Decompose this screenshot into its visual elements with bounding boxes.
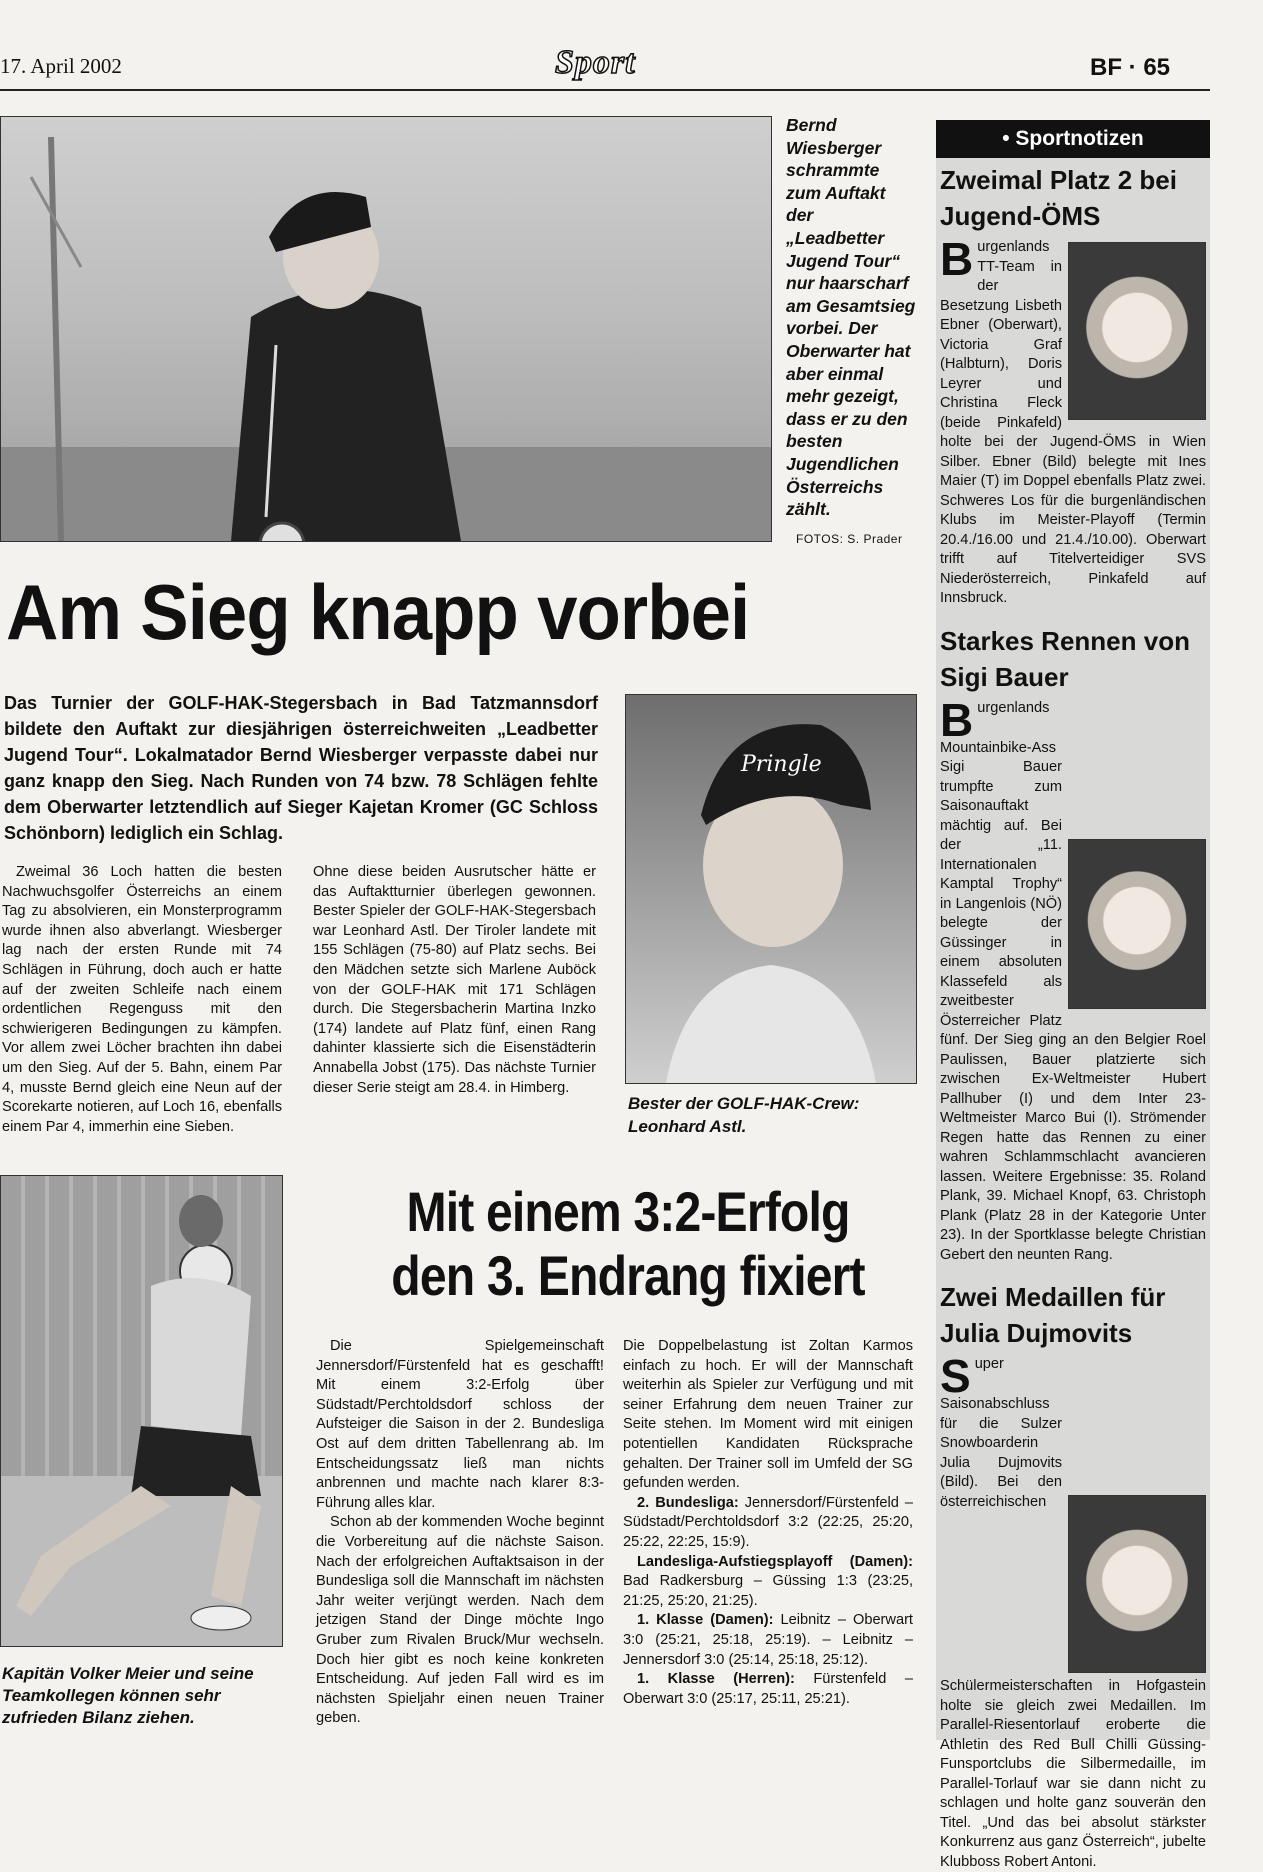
volley-result-4 — [623, 1670, 913, 1709]
notice-3-body — [940, 1350, 1206, 1872]
section-title: Sport — [555, 44, 636, 81]
sidebar-banner: • Sportnotizen — [936, 120, 1210, 158]
golfer-photo — [0, 116, 772, 542]
volleyball-photo-caption: Kapitän Volker Meier und seine Teamkollegen können sehr zufrieden Bilanz ziehen. — [2, 1664, 254, 1727]
notice-1-text: urgenlands TT-Team in der Besetzung Lisbeth Ebner (Oberwart), Victoria Graf (Halbturn), Doris Leyrer und Christina Fleck (beide Pinkafeld) holte bei der Jugend-ÖMS in Wien Silber. Ebner (Bild) belegte mit Ines Maier (T) im Doppel ebenfalls Platz zwei. Schweres Los für die burgenländischen Klubs im Meister-Playoff (Termin 20.4./16.00 und 21.4./10.00). Oberwart trifft auf Titelverteidiger SVS Niederösterreich, Pinkafeld auf Innsbruck. — [940, 239, 1206, 606]
cap-logo: Pringle — [741, 752, 822, 777]
notice-3-text: uper Saisonabschluss für die Sulzer Snowboarderin Julia Dujmovits (Bild). Bei den österreichischen Schülermeisterschaften in Hofgastein holte sie gleich zwei Medaillen. Im Parallel-Riesentorlauf eroberte die Athletin des Red Bull Chilli Güssing-Funsportclubs die Silbermedaille, im Parallel-Torlauf war sie dann nicht zu schlagen und holte ganz souverän den Titel. „Und das bei absolut stärkster Konkurrenz aus ganz Österreich“, jubelte Klubboss Robert Antoni. — [940, 1356, 1206, 1870]
golf-headline: Am Sieg knapp vorbei — [6, 568, 750, 656]
result-3-label: 1. Klasse (Damen): — [637, 1612, 774, 1629]
notice-3-dropcap: S — [940, 1350, 971, 1402]
notice-2-dropcap: B — [940, 693, 974, 746]
golfer-photo-caption: Bernd Wiesberger schrammte zum Auftakt der „Leadbetter Jugend Tour“ nur haarscharf am Gesamtsieg vorbei. Der Oberwarter hat aber einmal mehr gezeigt, dass er zu den besten Jugendlichen Österreichs zählt. — [786, 115, 916, 520]
volley-body-col2 — [623, 1337, 913, 1709]
result-3-text: Leibnitz – Oberwart 3:0 (25:21, 25:18, 25:19). – Leibnitz – Jennersdorf 3:0 (25:14, 25:18, 25:12). — [623, 1612, 913, 1668]
golf-body-col2 — [313, 863, 596, 1098]
sportnotizen-sidebar — [936, 120, 1210, 1870]
notice-2-text: urgenlands Mountainbike-Ass Sigi Bauer trumpfte zum Saisonauftakt mächtig auf. Bei der „11. Internationalen Kamptal Trophy“ in Langenlois (NÖ) belegte der Güssinger in einem absoluten Klassefeld als zweitbester Österreicher Platz fünf. Der Sieg ging an den Belgier Roel Paulissen, Bauer platzierte sich zwischen Ex-Weltmeister Hubert Pallhuber (I) und dem Inter 23-Weltmeister Marco Bui (I). Strömender Regen hatte das Rennen zu einer wahren Schlammschlacht avancieren lassen. Weitere Ergebnisse: 35. Roland Plank, 39. Michael Knopf, 63. Christoph Plank (Platz 28 in der Kategorie Unter 23). In der Sportklasse belegte Christian Gebert den neunten Rang. — [940, 699, 1206, 1263]
astl-portrait-caption: Bester der GOLF-HAK-Crew: Leonhard Astl. — [628, 1094, 860, 1136]
page-number: BF · 65 — [1090, 54, 1171, 81]
bauer-photo — [1068, 839, 1206, 1009]
notice-2-body — [940, 693, 1206, 1266]
result-4-label: 1. Klasse (Herren): — [637, 1671, 795, 1688]
volley-headline-line1: Mit einem 3:2-Erfolg — [406, 1180, 850, 1243]
notice-1-headline: Zweimal Platz 2 bei Jugend-ÖMS — [940, 165, 1177, 231]
notice-1-body — [940, 233, 1206, 609]
notice-2-headline: Starkes Rennen von Sigi Bauer — [940, 625, 1190, 692]
volley-result-2 — [623, 1553, 913, 1612]
volley-result-3 — [623, 1611, 913, 1670]
issue-date: 17. April 2002 — [0, 54, 122, 78]
golfer-illustration — [1, 117, 771, 541]
notice-1-dropcap: B — [940, 233, 974, 285]
astl-portrait-photo — [625, 694, 917, 1084]
photo-credit: FOTOS: S. Prader — [796, 532, 903, 546]
ebner-photo — [1068, 242, 1206, 420]
volley-body-col1 — [316, 1337, 604, 1729]
volley-result-1 — [623, 1494, 913, 1553]
golf-lead-paragraph: Das Turnier der GOLF-HAK-Stegersbach in Bad Tatzmannsdorf bildete den Auftakt zur diesjährigen österreichweiten „Leadbetter Jugend Tour“. Lokalmatador Bernd Wiesberger verpasste dabei nur ganz knapp den Sieg. Nach Runden von 74 bzw. 78 Schlägen fehlte dem Oberwarter letztendlich auf Sieger Kajetan Kromer (GC Schloss Schönborn) lediglich ein Schlag. — [4, 693, 598, 843]
golf-body-text-1: Zweimal 36 Loch hatten die besten Nachwuchsgolfer Österreichs an einem Tag zu absolvieren, ein Monsterprogramm wurde ihnen also abverlangt. Wiesberger lag nach der ersten Runde mit 74 Schlägen in Führung, doch auch er hatte auf der zweiten Schleife nach einem ordentlichen Regenguss mit den schwierigeren Bedingungen zu kämpfen. Vor allem zwei Löcher brachten ihn dabei um den Sieg. Auf der 5. Bahn, einem Par 4, musste Bernd gleich eine Neun auf der Scorekarte notieren, auf Loch 16, ebenfalls einem Par 4, immerhin eine Sieben. — [2, 864, 282, 1135]
golf-body-text-2: Ohne diese beiden Ausrutscher hätte er das Auftaktturnier überlegen gewonnen. Bester Spieler der GOLF-HAK-Stegersbach war Leonhard Astl. Der Tiroler landete mit 155 Schlägen (75-80) auf Platz sechs. Bei den Mädchen setzte sich Marlene Auböck von der GOLF-HAK mit 171 Schlägen durch. Die Stegersbacherin Martina Inzko (174) landete auf Platz fünf, einen Rang dahinter klassierte sich die Eisenstädterin Annabella Jobst (175). Das nächste Turnier dieser Serie steigt am 28.4. in Himberg. — [313, 864, 596, 1096]
result-1-text: Jennersdorf/Fürstenfeld – Südstadt/Perchtoldsdorf 3:2 (22:25, 25:20, 25:22, 22:25, 15:9). — [623, 1494, 914, 1550]
volley-body-text-3: Die Doppelbelastung ist Zoltan Karmos einfach zu hoch. Er will der Mannschaft weiterhin als Spieler zur Verfügung und mit seiner Erfahrung dem neuen Trainer zur Seite stehen. Im Moment wird mit einigen potentiellen Kandidaten Rücksprache gehalten. Der Trainer soll im Umfeld der SG gefunden werden. — [623, 1338, 913, 1492]
astl-portrait-illustration — [626, 695, 916, 1083]
header-rule — [0, 89, 1210, 91]
volley-body-text-1: Die Spielgemeinschaft Jennersdorf/Fürstenfeld hat es geschafft! Mit einem 3:2-Erfolg über Südstadt/Perchtoldsdorf schloss der Aufsteiger die Saison in der 2. Bundesliga Ost auf dem dritten Tabellenrang ab. Im Entscheidungssatz ließ man nichts anbrennen und machte nach klarer 8:3-Führung alles klar. — [316, 1338, 604, 1511]
volleyball-photo — [0, 1175, 283, 1647]
result-2-label: Landesliga-Aufstiegsplayoff (Damen): — [637, 1553, 913, 1570]
golf-body-col1 — [2, 863, 282, 1137]
volley-body-text-2: Schon ab der kommenden Woche beginnt die Vorbereitung auf die nächste Saison. Nach der erfolgreichen Auftaktsaison in der Bundesliga soll die Mannschaft im nächsten Jahr weiter verjüngt werden. Nach dem jetzigen Stand der Dinge möchte Ingo Gruber zum Rivalen Bruck/Mur wechseln. Doch hier gibt es noch keine konkreten Entscheidung. Auf jeden Fall wird es im nächsten Spieljahr einen neuen Trainer geben. — [316, 1514, 604, 1727]
volleyball-illustration — [1, 1176, 282, 1646]
volley-headline — [318, 1180, 938, 1308]
result-2-text: Bad Radkersburg – Güssing 1:3 (23:25, 21:25, 25:20, 21:25). — [623, 1573, 913, 1609]
volley-headline-line2: den 3. Endrang fixiert — [391, 1244, 865, 1307]
result-1-label: 2. Bundesliga: — [637, 1494, 739, 1511]
notice-3-headline: Zwei Medaillen für Julia Dujmovits — [940, 1282, 1166, 1348]
dujmovits-photo — [1068, 1495, 1206, 1673]
result-4-text: Fürstenfeld – Oberwart 3:0 (25:17, 25:11, 25:21). — [623, 1671, 913, 1707]
